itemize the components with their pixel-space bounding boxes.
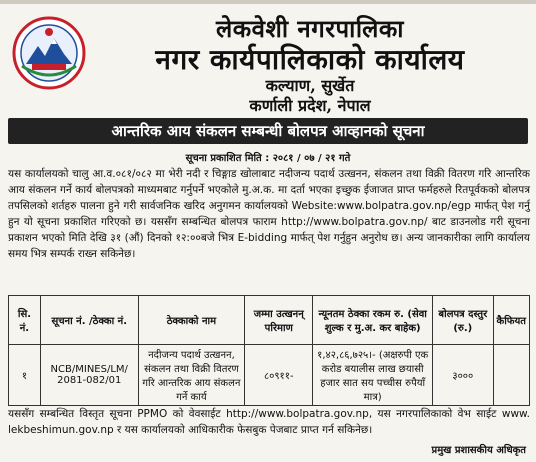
cell-contract-name: नदीजन्य पदार्थ उत्खनन, संकलन तथा विक्री वितरण गरि आन्तरिक आय संकलन गर्ने कार्य	[138, 345, 245, 406]
col-quantity: जम्मा उत्खनन् परिमाण	[245, 296, 313, 345]
signature-title: प्रमुख प्रशासकीय अधिकृत	[431, 445, 526, 456]
notice-body: यस कार्यालयको चालु आ.व.०८१/०८२ मा भेरी नदी र चिङ्गाड खोलाबाट नदीजन्य पदार्थ उत्खनन, संकलन तथा विक्री वितरण गरि आन्तरिक आय संकलन गर्ने कार्य बोलपत्रको माध्यमबाट गर्नुपर्ने भएकोले मु.अ.क. मा दर्ता भएका इच्छुक ईजाजत प्राप्त फर्महरुले रितपूर्वकको बोलपत्र तपसिलको शर्तहरु पालना हुने गरी सार्वजनिक खरिद अनुगमन कार्यालयको Website:www.bolpatra.gov.np/egp मार्फत् पेश गर्नु हुन यो सूचना प्रकाशित गरिएको छ। यससँग सम्बन्धित बोलपत्र फाराम http://www.bolpatra.gov.np/ बाट डाउनलोड गरी सूचना प्रकाशन भएको मिति देखि ३१ (औं) दिनको १२:००बजे भित्र E-bidding मार्फत् पेश गर्नुहुन अनुरोध छ। अन्य जानकारीका लागि कार्यालय समय भित्र सम्पर्क राख्न सकिनेछ।	[8, 168, 530, 260]
col-contract-name: ठेक्काको नाम	[138, 296, 245, 345]
tender-table	[8, 295, 530, 406]
col-remarks: कैफियत	[493, 296, 529, 345]
col-bid-fee: बोलपत्र दस्तुर (रु.)	[433, 296, 493, 345]
province-name: कर्णाली प्रदेश, नेपाल	[249, 96, 371, 115]
cell-sn: १	[9, 345, 41, 406]
cell-notice-no: NCB/MINES/LM/ 2081-082/01	[40, 345, 138, 406]
col-sn: सि. नं.	[9, 296, 41, 345]
cell-bid-fee: ३०००	[433, 345, 493, 406]
published-date: सूचना प्रकाशित मिति : २०८१ / ०७ / २१ गते	[185, 153, 351, 164]
col-min-amount: न्यूनतम ठेक्का रकम रु. (सेवा शुल्क र मु.अ. कर बाहेक)	[313, 296, 433, 345]
notice-title-banner: आन्तरिक आय संकलन सम्बन्धी बोलपत्र आव्हानको सूचना	[8, 118, 528, 144]
office-location: कल्याण, सुर्खेत	[265, 76, 355, 95]
office-name: नगर कार्यपालिकाको कार्यालय	[155, 43, 465, 76]
cell-quantity: ८०९११-	[245, 345, 313, 406]
letterhead	[0, 6, 536, 118]
municipality-name: लेकवेशी नगरपालिका	[215, 14, 405, 43]
col-notice-no: सूचना नं. /ठेक्का नं.	[40, 296, 138, 345]
cell-min-amount: १,४२,८६,७२५।- (अक्षरुपी एक करोड बयालीस लाख छयासी हजार सात सय पच्चीस रुपैयाँ मात्र)	[313, 345, 433, 406]
table-header-row	[9, 296, 530, 345]
footer-note: यससँग सम्बन्धित विस्तृत सूचना PPMO को वेवसाईट http://www.bolpatra.gov.np, यस नगरपालिकाको वेभ साईट www. lekbeshimun.gov.np र यस कार्यालयको आधिकारीक फेसबुक पेजबाट प्राप्त गर्न सकिनेछ।	[8, 408, 530, 436]
nepal-emblem-icon	[12, 16, 86, 90]
table-row	[9, 345, 530, 406]
cell-remarks	[493, 345, 529, 406]
top-border	[0, 0, 536, 4]
